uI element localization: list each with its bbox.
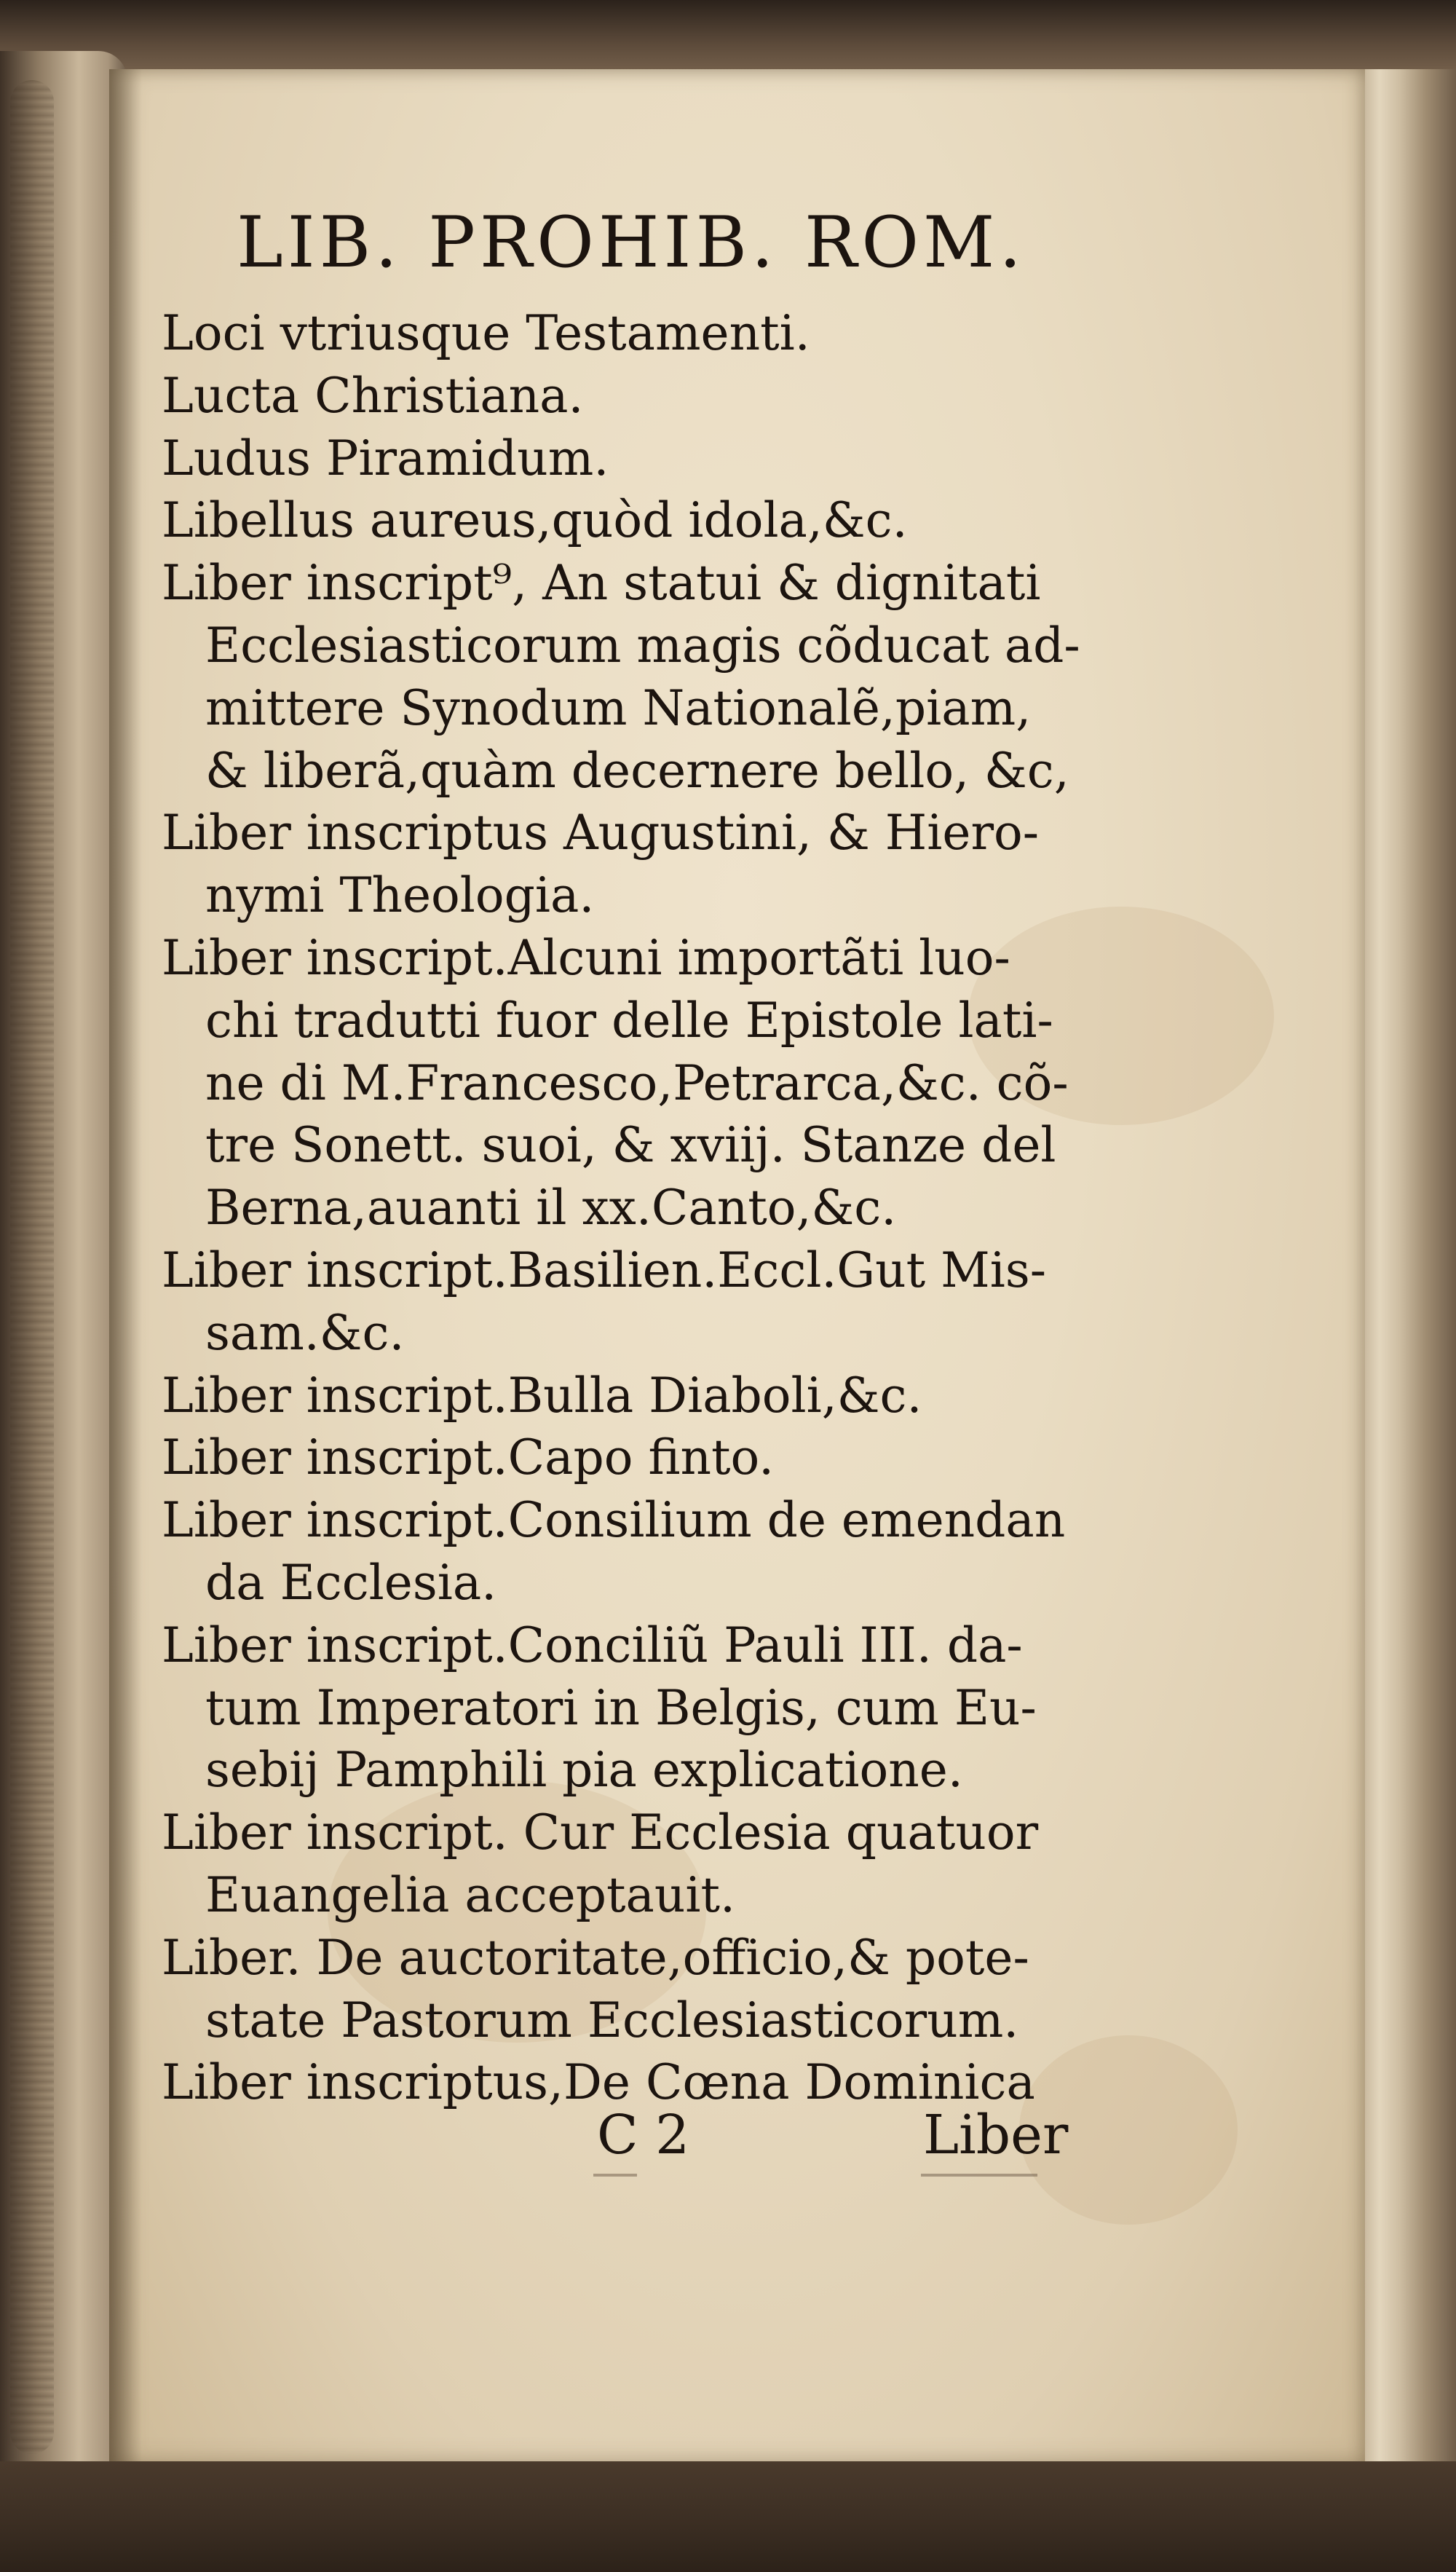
text-line: ne di M.Francesco,Petrarca,&c. cõ- — [205, 1054, 1069, 1111]
right-page-edges — [1354, 69, 1456, 2480]
text-line: chi tradutti fuor delle Epistole lati- — [205, 992, 1053, 1049]
text-line: Liber inscriptus Augustini, & Hiero- — [162, 805, 1040, 861]
text-line: & liberã,quàm decernere bello, &c, — [205, 742, 1069, 799]
text-line: Libellus aureus,quòd idola,&c. — [162, 492, 908, 549]
bottom-binding — [0, 2461, 1456, 2572]
rule-mark — [921, 2174, 1037, 2177]
catchword: Liber — [923, 2104, 1069, 2166]
text-line: tum Imperatori in Belgis, cum Eu- — [205, 1679, 1037, 1736]
text-line: Ludus Piramidum. — [162, 430, 609, 486]
text-line: Berna,auanti il xx.Canto,&c. — [205, 1180, 897, 1236]
text-line: nymi Theologia. — [205, 867, 595, 924]
text-line: Liber inscript.Capo finto. — [162, 1429, 775, 1486]
text-line: Euangelia acceptauit. — [205, 1866, 735, 1923]
text-line: Liber inscript.Alcuni importãti luo- — [162, 929, 1010, 986]
text-line: mittere Synodum Nationalẽ,piam, — [205, 679, 1032, 736]
text-line: Liber inscript.Conciliũ Pauli III. da- — [162, 1617, 1023, 1673]
gutter-shadow — [109, 69, 142, 2472]
rule-mark — [593, 2174, 637, 2177]
text-line: Liber inscriptus,De Cœna Dominica — [162, 2054, 1035, 2111]
text-line: da Ecclesia. — [205, 1554, 497, 1611]
text-line: Ecclesiasticorum magis cõducat ad- — [205, 617, 1080, 674]
text-line: Liber inscript.Bulla Diaboli,&c. — [162, 1367, 922, 1424]
text-line: Liber inscript. Cur Ecclesia quatuor — [162, 1804, 1039, 1861]
running-head: LIB. PROHIB. ROM. — [237, 202, 1026, 283]
text-line: sebij Pamphili pia explicatione. — [205, 1742, 963, 1799]
text-line: Liber inscript.Consilium de emendan — [162, 1492, 1066, 1549]
signature-mark: C 2 — [597, 2104, 690, 2166]
text-line: tre Sonett. suoi, & xviij. Stanze del — [205, 1117, 1056, 1174]
text-line: state Pastorum Ecclesiasticorum. — [205, 1992, 1019, 2048]
top-binding — [0, 0, 1456, 80]
text-line: Liber inscript.Basilien.Eccl.Gut Mis- — [162, 1242, 1047, 1298]
text-line: Liber. De auctoritate,officio,& pote- — [162, 1929, 1029, 1986]
text-line: Lucta Christiana. — [162, 367, 584, 424]
text-line: Liber inscript⁹, An statui & dignitati — [162, 555, 1041, 612]
left-page-stack — [0, 51, 127, 2483]
text-line: Loci vtriusque Testamenti. — [162, 305, 810, 361]
text-line: sam.&c. — [205, 1304, 405, 1361]
index-text-block — [162, 302, 1130, 2114]
